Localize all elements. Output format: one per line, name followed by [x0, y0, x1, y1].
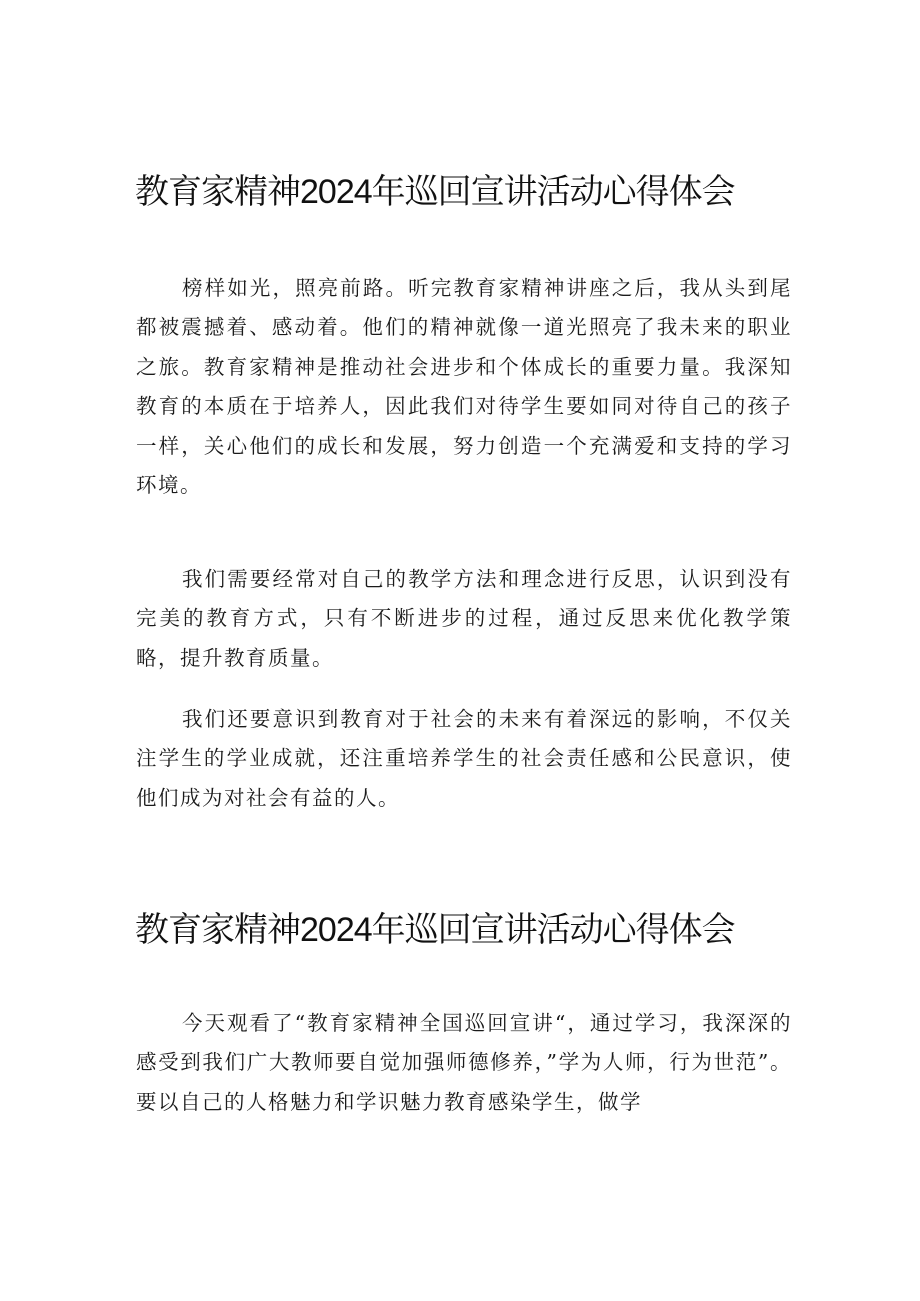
section-1-title: 教育家精神2024年巡回宣讲活动心得体会	[135, 173, 735, 211]
section-2-paragraph-1: 今天观看了“教育家精神全国巡回宣讲“，通过学习，我深深的感受到我们广大教师要自觉加强师德修养，”学为人师，行为世范”。要以自己的人格魅力和学识魅力教育感染学生，做学	[136, 1011, 792, 1114]
section-1-paragraph-3: 我们还要意识到教育对于社会的未来有着深远的影响，不仅关注学生的学业成就，还注重培养学生的社会责任感和公民意识，使他们成为对社会有益的人。	[136, 707, 792, 810]
section-2-title: 教育家精神2024年巡回宣讲活动心得体会	[135, 911, 735, 949]
section-1-paragraph-1: 榜样如光，照亮前路。听完教育家精神讲座之后，我从头到尾都被震撼着、感动着。他们的精神就像一道光照亮了我未来的职业之旅。教育家精神是推动社会进步和个体成长的重要力量。我深知教育的本质在于培养人，因此我们对待学生要如同对待自己的孩子一样，关心他们的成长和发展，努力创造一个充满爱和支持的学习环境。	[136, 276, 792, 498]
section-1-paragraph-2: 我们需要经常对自己的教学方法和理念进行反思，认识到没有完美的教育方式，只有不断进步的过程，通过反思来优化教学策略，提升教育质量。	[136, 567, 792, 670]
